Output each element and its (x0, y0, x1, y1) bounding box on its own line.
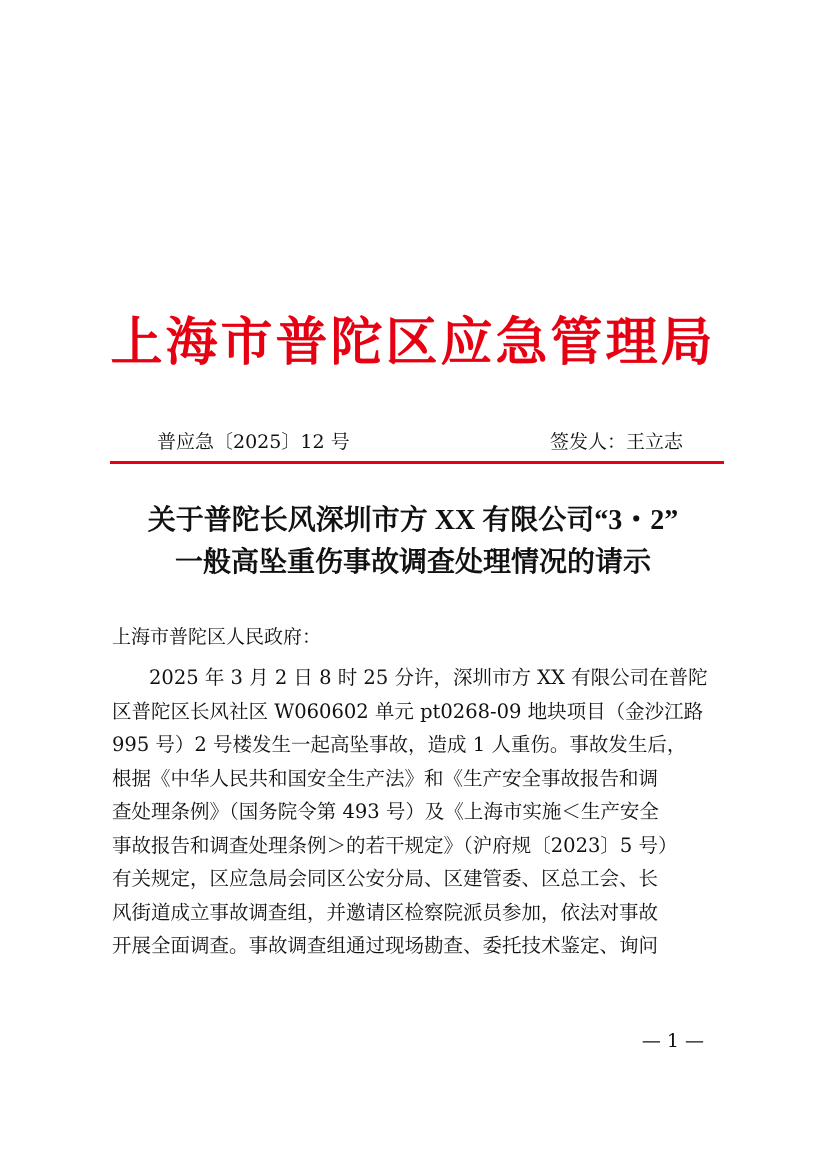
body-line: 根据《中华人民共和国安全生产法》和《生产安全事故报告和调 (112, 766, 659, 790)
red-separator-line (110, 461, 724, 464)
document-title (100, 500, 726, 584)
signer: 签发人：王立志 (549, 431, 683, 453)
body-line: 2025 年 3 月 2 日 8 时 25 分许，深圳市方 XX 有限公司在普陀 (149, 666, 708, 689)
salutation: 上海市普陀区人民政府： (112, 626, 322, 648)
body-line: 事故报告和调查处理条例＞的若干规定》（沪府规〔2023〕5 号） (112, 833, 678, 857)
document-title-line: 关于普陀长风深圳市方 XX 有限公司“3・2” (147, 505, 679, 536)
body-line: 风街道成立事故调查组，并邀请区检察院派员参加，依法对事故 (112, 900, 659, 924)
page-number: — 1 — (641, 1030, 704, 1052)
issuing-authority-title: 上海市普陀区应急管理局 (110, 312, 716, 373)
body-line: 查处理条例》（国务院令第 493 号）及《上海市实施＜生产安全 (112, 800, 659, 823)
document-number: 普应急〔2025〕12 号 (157, 431, 350, 453)
body-line: 995 号）2 号楼发生一起高坠事故，造成 1 人重伤。事故发生后， (112, 733, 687, 756)
body-line: 开展全面调查。事故调查组通过现场勘查、委托技术鉴定、询问 (112, 934, 659, 957)
document-title-line: 一般高坠重伤事故调查处理情况的请示 (174, 547, 651, 578)
body-line: 有关规定，区应急局会同区公安分局、区建管委、区总工会、长 (112, 867, 659, 890)
body-paragraph (112, 661, 724, 963)
body-line: 区普陀区长风社区 W060602 单元 pt0268-09 地块项目（金沙江路 (112, 699, 704, 723)
